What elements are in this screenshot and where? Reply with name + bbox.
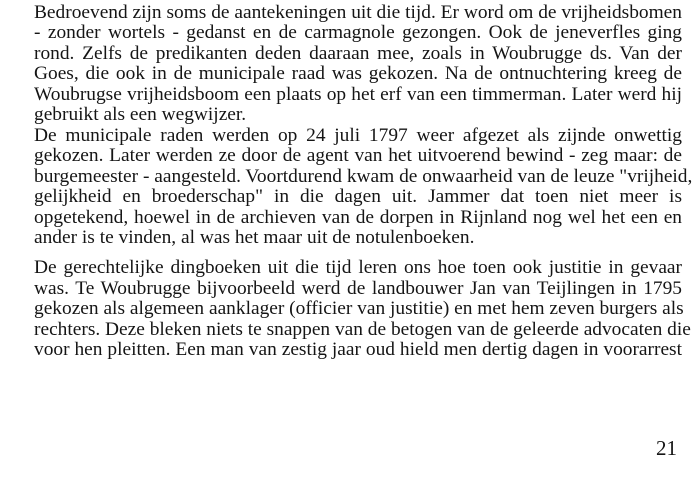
text-line: ander is te vinden, al was het maar uit de notulenboeken. (34, 227, 475, 248)
text-line: - zonder wortels - gedanst en de carmagnole gezongen. Ook de jeneverfles ging (34, 22, 682, 43)
text-line: gelijkheid en broederschap" in die dagen uit. Jammer dat toen niet meer is (34, 186, 682, 207)
text-line: Woubrugse vrijheidsboom een plaats op het erf van een timmerman. Later werd hij (34, 84, 682, 105)
text-line: rond. Zelfs de predikanten deden daaraan mee, zoals in Woubrugge ds. Van der (34, 43, 682, 64)
text-line: Bedroevend zijn soms de aantekeningen uit die tijd. Er word om de vrijheidsbomen (34, 2, 682, 23)
text-line: burgemeester - aangesteld. Voortdurend kwam de onwaarheid van de leuze "vrijheid, (34, 166, 693, 187)
text-line: voor hen pleitten. Een man van zestig jaar oud hield men dertig dagen in voorarrest (34, 339, 682, 360)
text-line: Goes, die ook in de municipale raad was gekozen. Na de ontnuchtering kreeg de (34, 63, 682, 84)
text-line: gekozen. Later werden ze door de agent van het uitvoerend bewind - zeg maar: de (34, 145, 682, 166)
text-line: was. Te Woubrugge bijvoorbeeld werd de landbouwer Jan van Teijlingen in 1795 (34, 278, 682, 299)
text-line: rechters. Deze bleken niets te snappen van de betogen van de geleerde advocaten die (34, 319, 691, 340)
text-line: De municipale raden werden op 24 juli 1797 weer afgezet als zijnde onwettig (34, 125, 682, 146)
text-line: gekozen als algemeen aanklager (officier van justitie) en met hem zeven burgers als (34, 298, 684, 319)
text-line: gebruikt als een wegwijzer. (34, 104, 247, 125)
text-line: De gerechtelijke dingboeken uit die tijd leren ons hoe toen ook justitie in gevaar (34, 257, 682, 278)
text-line: opgetekend, hoewel in de archieven van de dorpen in Rijnland nog wel het een en (34, 207, 682, 228)
page-number: 21 (656, 436, 677, 460)
